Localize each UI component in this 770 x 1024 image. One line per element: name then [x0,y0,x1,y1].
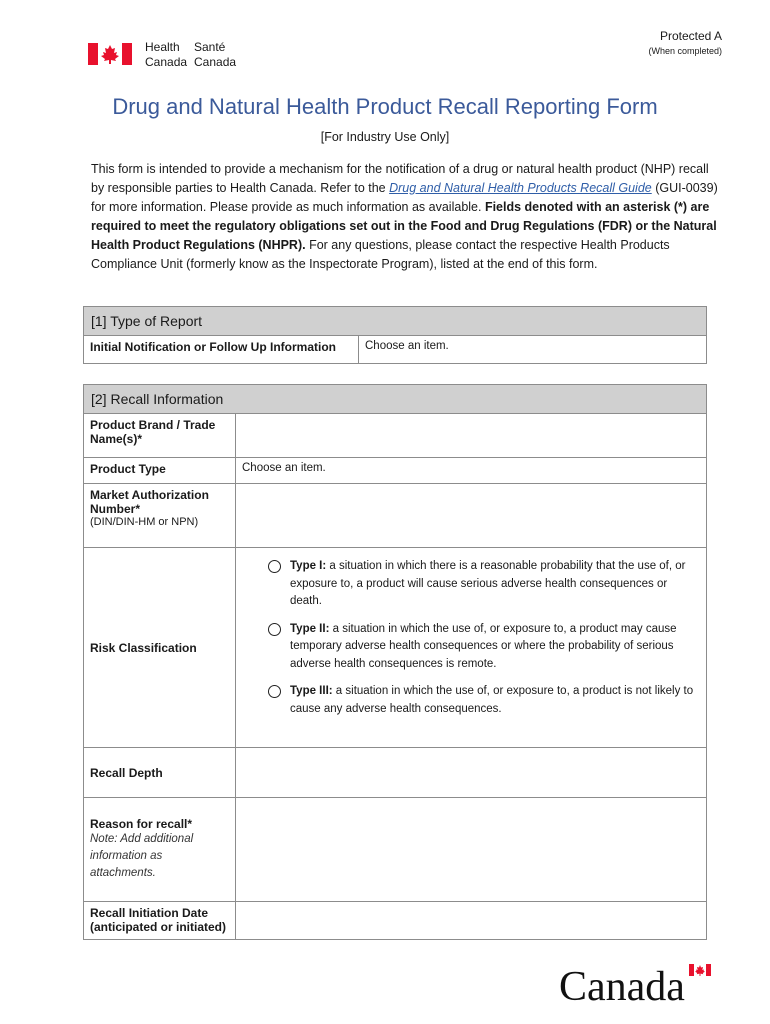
market-auth-label-cell [84,484,236,548]
risk-type-2-option[interactable]: Type II: a situation in which the use of, or exposure to, a product may cause temporary adverse health consequences or where the probability of serious adverse health consequences is remote. [268,621,700,674]
reason-label: Reason for recall* [90,817,193,831]
form-title: Drug and Natural Health Product Recall Reporting Form [112,94,658,119]
market-auth-sublabel: (DIN/DIN-HM or NPN) [90,516,199,528]
radio-icon[interactable] [268,623,281,636]
recall-depth-field[interactable] [236,748,707,798]
page-header [0,0,770,90]
market-auth-field[interactable] [236,484,707,548]
risk-type-1-option[interactable]: Type I: a situation in which there is a reasonable probability that the use of, or exposure to, a product will cause serious adverse health consequences or death. [268,558,700,611]
product-type-label: Product Type [84,458,236,484]
radio-icon[interactable] [268,560,281,573]
section-2-table [83,384,707,940]
report-type-dropdown[interactable]: Choose an item. [359,336,707,364]
report-type-label: Initial Notification or Follow Up Information [84,336,359,364]
risk-type-3-option[interactable]: Type III: a situation in which the use of, or exposure to, a product is not likely to cause any adverse health consequences. [268,683,700,718]
initiation-date-label: Recall Initiation Date (anticipated or initiated) [84,902,236,940]
intro-paragraph: This form is intended to provide a mechanism for the notification of a drug or natural health product (NHP) recall by responsible parties to Health Canada. Refer to the Drug and Natural Health Products Recall Guide (GUI-0039) for more information. Please provide as much information as available. Fields denoted with an asterisk (*) are required to meet the regulatory obligations set out in the Food and Drug Regulations (FDR) or the Natural Health Product Regulations (NHPR). For any questions, please contact the respective Health Products Compliance Unit (formerly know as the Inspectorate Program), listed at the end of this form. [91,162,718,271]
recall-depth-label: Recall Depth [84,748,236,798]
svg-text:Canada: Canada [559,964,685,1004]
reason-field[interactable] [236,798,707,902]
market-auth-label: Market Authorization Number* [90,488,209,516]
risk-class-label: Risk Classification [84,548,236,748]
brand-name-label: Product Brand / Trade Name(s)* [84,414,236,458]
canada-flag-icon [88,43,132,65]
canada-wordmark-logo [559,962,714,1004]
radio-icon[interactable] [268,685,281,698]
risk-class-options [236,548,707,748]
form-subtitle: [For Industry Use Only] [320,130,450,144]
section-2-heading: [2] Recall Information [84,385,707,414]
reason-note: Note: Add additional information as attachments. [90,833,194,879]
department-name: Health Santé Canada Canada [145,40,237,69]
reason-label-cell [84,798,236,902]
recall-guide-link[interactable]: Drug and Natural Health Products Recall Guide [389,181,652,195]
initiation-date-field[interactable] [236,902,707,940]
section-1-table [83,306,707,364]
protected-label: Protected A (When completed) [648,29,722,56]
brand-name-field[interactable] [236,414,707,458]
section-1-heading: [1] Type of Report [84,307,707,336]
product-type-dropdown[interactable]: Choose an item. [236,458,707,484]
